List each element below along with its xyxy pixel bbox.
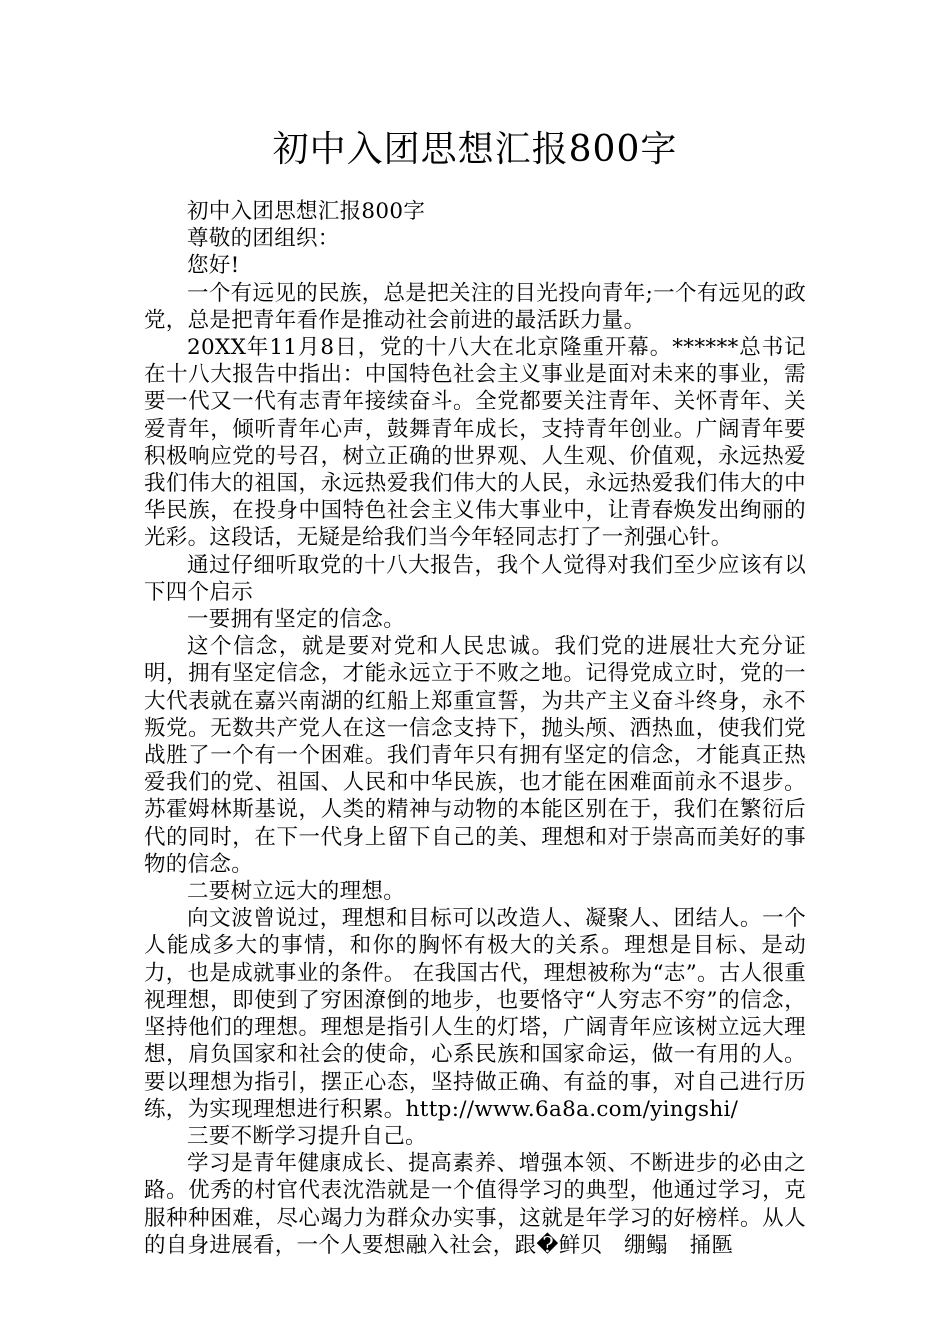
paragraph: 学习是青年健康成长、提高素养、增强本领、不断进步的必由之路。优秀的村官代表沈浩就是一个值得学习的典型，他通过学习，克服种种困难，尽心竭力为群众办实事，这就是年学习的好榜样。从人的自身进展看，一个人要想融入社会，跟�鲜贝 绷鳎 捅匦 <box>144 1151 806 1258</box>
paragraph: 一个有远见的民族，总是把关注的目光投向青年;一个有远见的政党，总是把青年看作是推动社会前进的最活跃力量。 <box>144 280 806 333</box>
document-body <box>144 198 806 1259</box>
section-heading: 三要不断学习提升自己。 <box>187 1123 427 1149</box>
paragraph-greeting: 您好! <box>187 253 240 279</box>
section-heading: 二要树立远大的理想。 <box>187 879 406 905</box>
document-title: 初中入团思想汇报800字 <box>272 129 678 170</box>
paragraph: 20XX年11月8日，党的十八大在北京隆重开幕。******总书记在十八大报告中指出：中国特色社会主义事业是面对未来的事业，需要一代又一代有志青年接续奋斗。全党都要关注青年、关怀青年、关爱青年，倾听青年心声，鼓舞青年成长，支持青年创业。广阔青年要积极响应党的号召，树立正确的世界观、人生观、价值观，永远热爱我们伟大的祖国，永远热爱我们伟大的人民，永远热爱我们伟大的中华民族，在投身中国特色社会主义伟大事业中，让青春焕发出绚丽的光彩。这段话，无疑是给我们当今年轻同志打了一剂强心针。 <box>144 335 806 551</box>
paragraph-heading: 初中入团思想汇报800字 <box>187 199 426 224</box>
paragraph: 通过仔细听取党的十八大报告，我个人觉得对我们至少应该有以下四个启示 <box>144 552 806 605</box>
paragraph-salutation: 尊敬的团组织： <box>187 226 340 252</box>
section-heading: 一要拥有坚定的信念。 <box>187 607 406 633</box>
paragraph: 向文波曾说过，理想和目标可以改造人、凝聚人、团结人。一个人能成多大的事情，和你的胸怀有极大的关系。理想是目标、是动力，也是成就事业的条件。 在我国古代，理想被称为“志”。古人很重视理想，即使到了穷困潦倒的地步，也要恪守“人穷志不穷”的信念，坚持他们的理想。理想是指引人生的灯塔，广阔青年应该树立远大理想，肩负国家和社会的使命，心系民族和国家命运，做一有用的人。要以理想为指引，摆正心态，坚持做正确、有益的事，对自己进行历练，为实现理想进行积累。http://www.6a8a.com/yingshi/ <box>144 906 806 1122</box>
paragraph: 这个信念，就是要对党和人民忠诚。我们党的进展壮大充分证明，拥有坚定信念，才能永远立于不败之地。记得党成立时，党的一大代表就在嘉兴南湖的红船上郑重宣誓，为共产主义奋斗终身，永不叛党。无数共产党人在这一信念支持下，抛头颅、洒热血，使我们党战胜了一个有一个困难。我们青年只有拥有坚定的信念，才能真正热爱我们的党、祖国、人民和中华民族，也才能在困难面前永不退步。苏霍姆林斯基说，人类的精神与动物的本能区别在于，我们在繁衍后代的同时，在下一代身上留下自己的美、理想和对于崇高而美好的事物的信念。 <box>144 634 806 877</box>
